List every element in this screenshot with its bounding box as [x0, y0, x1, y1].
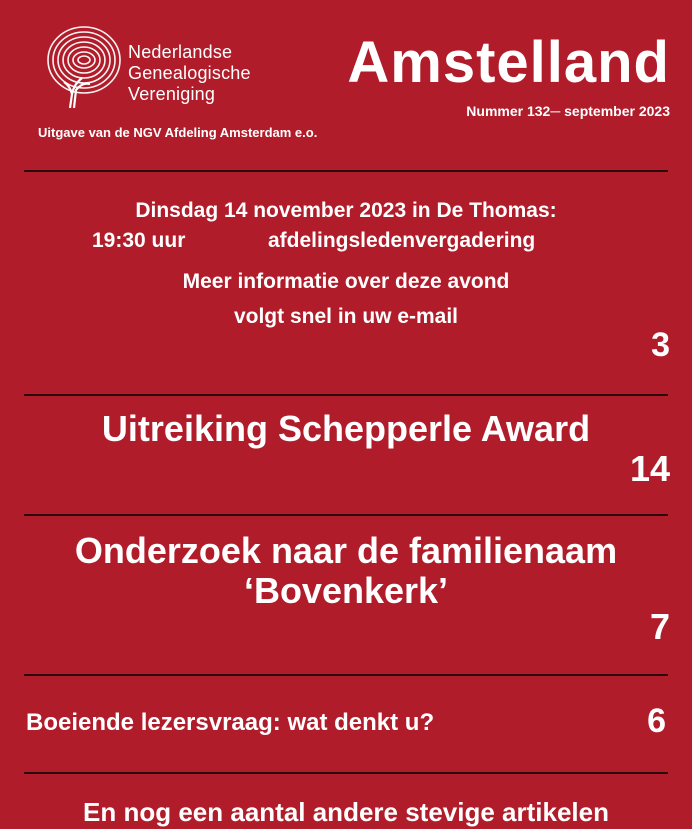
- divider: [24, 514, 668, 516]
- page-number: 14: [629, 448, 670, 489]
- event-activity: afdelingsledenvergadering: [268, 229, 536, 252]
- page-number: 6: [647, 702, 666, 740]
- article-title: Onderzoek naar de familienaam: [74, 530, 618, 571]
- publisher-line: Uitgave van de NGV Afdeling Amsterdam e.o.: [38, 125, 318, 140]
- divider: [24, 674, 668, 676]
- footer-note: En nog een aantal andere stevige artikelen: [83, 797, 609, 827]
- org-name-line: Nederlandse: [128, 42, 233, 62]
- divider: [24, 772, 668, 774]
- article-title: ‘Bovenkerk’: [243, 570, 449, 611]
- event-time: 19:30 uur: [92, 229, 186, 252]
- magazine-title: Amstelland: [347, 30, 670, 95]
- event-info-line: Meer informatie over deze avond: [182, 270, 510, 293]
- event-date-line: Dinsdag 14 november 2023 in De Thomas:: [135, 199, 557, 222]
- article-title: Boeiende lezersvraag: wat denkt u?: [26, 709, 435, 736]
- org-name-line: Genealogische: [128, 63, 251, 83]
- issue-number: Nummer 132─ september 2023: [466, 103, 670, 119]
- divider: [24, 170, 668, 172]
- event-info-line: volgt snel in uw e-mail: [233, 305, 459, 328]
- page-number: 3: [651, 326, 670, 364]
- ngv-fingerprint-tree-logo-icon: [40, 24, 124, 108]
- article-title: Uitreiking Schepperle Award: [101, 408, 591, 449]
- divider: [24, 394, 668, 396]
- org-name-line: Vereniging: [128, 84, 216, 104]
- page-number: 7: [649, 606, 670, 647]
